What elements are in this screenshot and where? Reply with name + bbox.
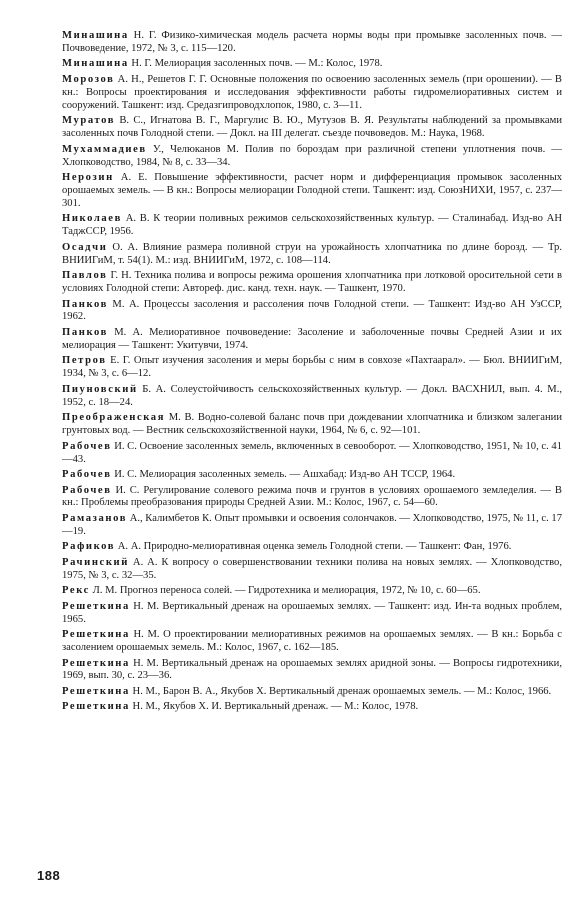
entry-citation: Н. Г. Физико-химическая модель расчета нормы воды при промывке засоленных почв. — Почвоведение, 1972, № 3, с. 115—120. xyxy=(62,30,562,54)
entry-citation: Н. М. Вертикальный дренаж на орошаемых землях. — Ташкент: изд. Ин-та водных проблем, 1965. xyxy=(62,600,562,625)
bibliography-entry xyxy=(62,441,562,467)
page-number: 188 xyxy=(37,868,61,883)
entry-citation: И. С. Освоение засоленных земель, включенных в севооборот. — Хлопководство, 1951, № 10, с. 41—43. xyxy=(62,440,562,465)
bibliography-entry xyxy=(62,701,562,714)
entry-author: Рабочев xyxy=(62,484,112,496)
bibliography-entry xyxy=(62,541,562,554)
entry-author: Решеткина xyxy=(62,685,130,697)
entry-citation: А. Н., Решетов Г. Г. Основные положения по освоению засоленных земель (при орошении). — В кн.: Вопросы проектирования и исследования эффективности работы гидромелиоративных систем и сооружений. Ташкент: изд. Средазгипроводхлопок, 1980, с. 3—11. xyxy=(62,73,562,111)
entry-author: Пиуновский xyxy=(62,383,138,395)
entry-author: Рамазанов xyxy=(62,512,128,524)
bibliography-entry xyxy=(62,469,562,482)
bibliography-entry xyxy=(62,213,562,239)
bibliography-entry xyxy=(62,384,562,410)
entry-author: Мухаммадиев xyxy=(62,143,147,155)
entry-citation: А., Калимбетов К. Опыт промывки и освоения солончаков. — Хлопководство, 1975, № 11, с. 17—19. xyxy=(62,512,562,537)
entry-author: Преображенская xyxy=(62,412,166,424)
entry-author: Муратов xyxy=(62,115,116,127)
bibliography-entry xyxy=(62,601,562,627)
entry-author: Решеткина xyxy=(62,600,130,612)
bibliography-entry xyxy=(62,115,562,141)
entry-author: Решеткина xyxy=(62,629,130,641)
entry-author: Рафиков xyxy=(62,541,116,553)
entry-citation: В. С., Игнатова В. Г., Маргулис В. Ю., Мутузов В. Я. Результаты наблюдений за промывками засоленных почв Голодной степи. — Докл. на III делегат. съезде почвоведов. М.: Наука, 1968. xyxy=(62,115,562,140)
entry-citation: Е. Г. Опыт изучения засоления и меры борьбы с ним в совхозе «Пахтаарал». — Бюл. ВНИИГиМ, 1934, № 3, с. 6—12. xyxy=(62,355,562,380)
bibliography-entry xyxy=(62,327,562,353)
entry-author: Минашина xyxy=(62,30,129,41)
entry-author: Панков xyxy=(62,298,108,310)
entry-citation: А. Е. Повышение эффективности, расчет норм и дифференциация промывок засоленных орошаемых земель. — В кн.: Вопросы мелиорации Голодной степи. Ташкент: изд. СоюзНИХИ, 1957, с. 237—301. xyxy=(62,172,562,209)
bibliography-entry xyxy=(62,557,562,583)
entry-citation: М. А. Процессы засоления и рассоления почв Голодной степи. — Ташкент: Изд-во АН УзССР, 1962. xyxy=(62,298,562,323)
bibliography-entry xyxy=(62,412,562,438)
entry-author: Петров xyxy=(62,355,107,367)
bibliography-entry xyxy=(62,355,562,381)
entry-author: Павлов xyxy=(62,270,108,282)
entry-author: Решеткина xyxy=(62,657,130,669)
bibliography-entry xyxy=(62,585,562,598)
entry-citation: Н. М., Барон В. А., Якубов Х. Вертикальный дренаж орошаемых земель. — М.: Колос, 1966. xyxy=(129,685,552,697)
entry-author: Рабочев xyxy=(62,440,112,452)
entry-citation: Н. М. О проектировании мелиоративных режимов на орошаемых землях. — В кн.: Борьба с засолением орошаемых земель. М.: Колос, 1967, с. 162—185. xyxy=(62,629,562,654)
bibliography-entry xyxy=(62,74,562,113)
entry-author: Рачинский xyxy=(62,556,129,568)
entry-author: Рекс xyxy=(62,585,90,597)
entry-citation: О. А. Влияние размера поливной струи на урожайность хлопчатника по длине борозд. — Тр. ВНИИГиМ, т. 54(1). М.: изд. ВНИИГиМ, 1972, с. 108—114. xyxy=(62,241,562,266)
entry-author: Морозов xyxy=(62,73,115,85)
bibliography-entry xyxy=(62,485,562,511)
entry-citation: А. А. Природно-мелиоративная оценка земель Голодной степи. — Ташкент: Фан, 1976. xyxy=(115,541,512,553)
entry-author: Панков xyxy=(62,326,108,338)
entry-citation: А. А. К вопросу о совершенствовании техники полива на новых землях. — Хлопководство, 1975, № 3, с. 32—35. xyxy=(62,556,562,581)
entry-author: Нерозин xyxy=(62,172,114,184)
bibliography-entry xyxy=(62,629,562,655)
entry-citation: Л. М. Прогноз переноса солей. — Гидротехника и мелиорация, 1972, № 10, с. 60—65. xyxy=(89,585,481,597)
entry-citation: Н. М. Вертикальный дренаж на орошаемых землях аридной зоны. — Вопросы гидротехники, 1969, вып. 30, с. 23—36. xyxy=(62,657,562,682)
entry-citation: И. С. Регулирование солевого режима почв и грунтов в условиях орошаемого земледелия. — В кн.: Проблемы преобразования природы Средней Азии. М.: Колос, 1967, с. 54—60. xyxy=(62,484,562,509)
entry-citation: У., Челюканов М. Полив по бороздам при различной степени уплотнения почв. — Хлопководство, 1984, № 8, с. 33—34. xyxy=(62,143,562,168)
bibliography-entry xyxy=(62,299,562,325)
entry-citation: И. С. Мелиорация засоленных земель. — Ашхабад: Изд-во АН ТССР, 1964. xyxy=(111,469,456,480)
entry-citation: Н. Г. Мелиорация засоленных почв. — М.: Колос, 1978. xyxy=(128,58,383,70)
entry-citation: Б. А. Солеустойчивость сельскохозяйственных культур. — Докл. ВАСХНИЛ, вып. 4. М., 1952, с. 18—24. xyxy=(62,383,562,408)
entry-author: Решеткина xyxy=(62,701,130,713)
entry-citation: М. В. Водно-солевой баланс почв при дождевании хлопчатника и близком залегании грунтовых вод. — Вестник сельскохозяйственной науки, 1964, № 6, с. 92—101. xyxy=(62,412,562,437)
bibliography-entry xyxy=(62,144,562,170)
bibliography-page xyxy=(62,30,562,717)
entry-citation: Г. Н. Техника полива и вопросы режима орошения хлопчатника при лотковой оросительной сети в условиях Голодной степи: Автореф. дис. канд. техн. наук. — Ташкент, 1970. xyxy=(62,270,562,295)
bibliography-entry xyxy=(62,270,562,296)
entry-author: Минашина xyxy=(62,58,129,70)
entry-author: Рабочев xyxy=(62,469,112,480)
bibliography-entry xyxy=(62,30,562,56)
entry-author: Николаев xyxy=(62,213,122,225)
bibliography-entry xyxy=(62,658,562,684)
bibliography-entry xyxy=(62,686,562,699)
bibliography-entry xyxy=(62,242,562,268)
bibliography-entry xyxy=(62,513,562,539)
entry-citation: Н. М., Якубов Х. И. Вертикальный дренаж. — М.: Колос, 1978. xyxy=(129,701,419,713)
bibliography-entry xyxy=(62,172,562,211)
entry-citation: М. А. Мелиоративное почвоведение: Засоление и заболоченные почвы Средней Азии и их мелиорация — Ташкент: Укитувчи, 1974. xyxy=(62,326,562,351)
entry-citation: А. В. К теории поливных режимов сельскохозяйственных культур. — Сталинабад. Изд-во АН ТаджССР, 1956. xyxy=(62,213,562,238)
entry-author: Осадчи xyxy=(62,241,108,253)
bibliography-entry xyxy=(62,58,562,71)
